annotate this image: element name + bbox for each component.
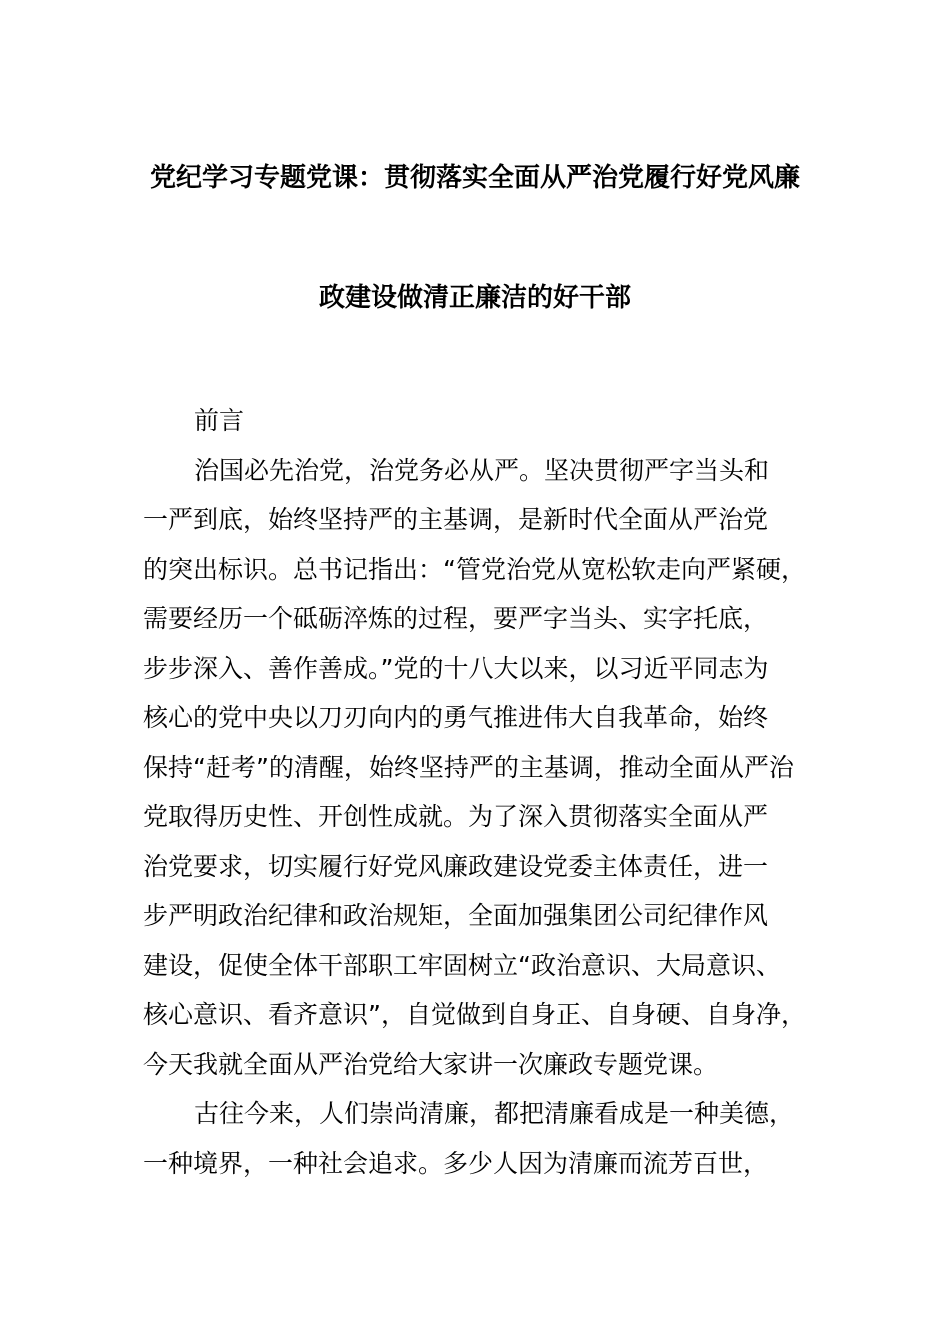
section-heading-preface: 前言 [194, 406, 245, 435]
body-line: 党取得历史性、开创性成就。为了深入贯彻落实全面从严 [143, 802, 769, 831]
document-body [143, 403, 843, 1195]
body-line: 核心意识、看齐意识”，自觉做到自身正、自身硬、自身净， [143, 1000, 806, 1029]
body-line: 步严明政治纪律和政治规矩，全面加强集团公司纪律作风 [143, 901, 769, 930]
body-line: 保持“赶考”的清醒，始终坚持严的主基调，推动全面从严治 [143, 752, 794, 782]
body-line: 一种境界，一种社会追求。多少人因为清廉而流芳百世， [143, 1148, 769, 1178]
body-line: 需要经历一个砥砺淬炼的过程，要严字当头、实字托底， [143, 604, 769, 633]
body-line: 核心的党中央以刀刃向内的勇气推进伟大自我革命，始终 [143, 703, 769, 732]
body-line: 古往今来，人们崇尚清廉，都把清廉看成是一种美德， [194, 1099, 795, 1128]
body-line: 步步深入、善作善成。”党的十八大以来，以习近平同志为 [143, 653, 769, 683]
body-line: 一严到底，始终坚持严的主基调，是新时代全面从严治党 [143, 505, 769, 534]
body-line: 建设，促使全体干部职工牢固树立“政治意识、大局意识、 [143, 950, 781, 980]
body-line: 的突出标识。总书记指出：“管党治党从宽松软走向严紧硬， [143, 554, 806, 584]
document-title-line-1: 党纪学习专题党课：贯彻落实全面从严治党履行好党风廉 [149, 163, 800, 193]
body-line: 今天我就全面从严治党给大家讲一次廉政专题党课。 [143, 1049, 719, 1079]
document-title-line-2: 政建设做清正廉洁的好干部 [318, 283, 631, 313]
body-line: 治国必先治党，治党务必从严。坚决贯彻严字当头和 [194, 455, 770, 485]
body-line: 治党要求，切实履行好党风廉政建设党委主体责任，进一 [143, 851, 769, 881]
